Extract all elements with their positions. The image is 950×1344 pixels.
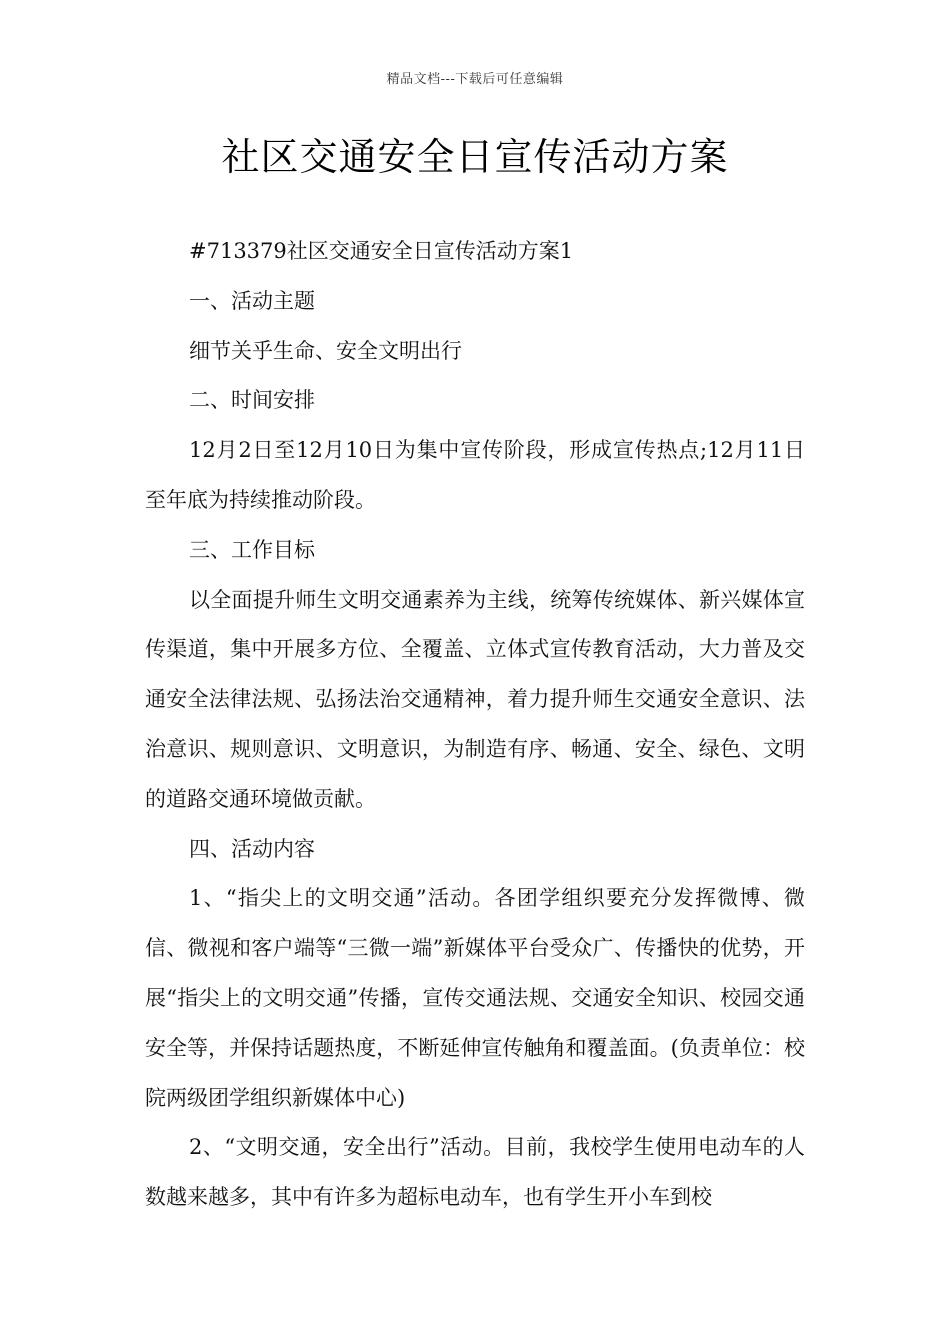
heading-schedule: 二、时间安排 [189, 388, 315, 413]
heading-goals: 三、工作目标 [189, 537, 315, 562]
heading-content: 四、活动内容 [189, 836, 315, 861]
document-title: 社区交通安全日宣传活动方案 [221, 135, 729, 179]
document-body [145, 227, 805, 1223]
paragraph-theme: 细节关乎生命、安全文明出行 [189, 338, 462, 363]
paragraph-goals: 以全面提升师生文明交通素养为主线，统筹传统媒体、新兴媒体宣传渠道，集中开展多方位、全覆盖、立体式宣传教育活动，大力普及交通安全法律法规、弘扬法治交通精神，着力提升师生交通安全意识、法治意识、规则意识、文明意识，为制造有序、畅通、安全、绿色、文明的道路交通环境做贡献。 [145, 587, 805, 811]
heading-theme: 一、活动主题 [189, 288, 315, 313]
header-note: 精品文档---下载后可任意编辑 [386, 72, 564, 87]
paragraph-activity-2: 2、“文明交通，安全出行”活动。目前，我校学生使用电动车的人数越来越多，其中有许多为超标电动车，也有学生开小车到校 [145, 1135, 805, 1210]
paragraph-schedule: 12月2日至12月10日为集中宣传阶段，形成宣传热点;12月11日至年底为持续推动阶段。 [145, 438, 805, 512]
paragraph-ref-title: #713379社区交通安全日宣传活动方案1 [189, 239, 574, 263]
paragraph-activity-1: 1、“指尖上的文明交通”活动。各团学组织要充分发挥微博、微信、微视和客户端等“三微一端”新媒体平台受众广、传播快的优势，开展“指尖上的文明交通”传播，宣传交通法规、交通安全知识、校园交通安全等，并保持话题热度，不断延伸宣传触角和覆盖面。(负责单位：校院两级团学组织新媒体中心) [145, 886, 805, 1110]
